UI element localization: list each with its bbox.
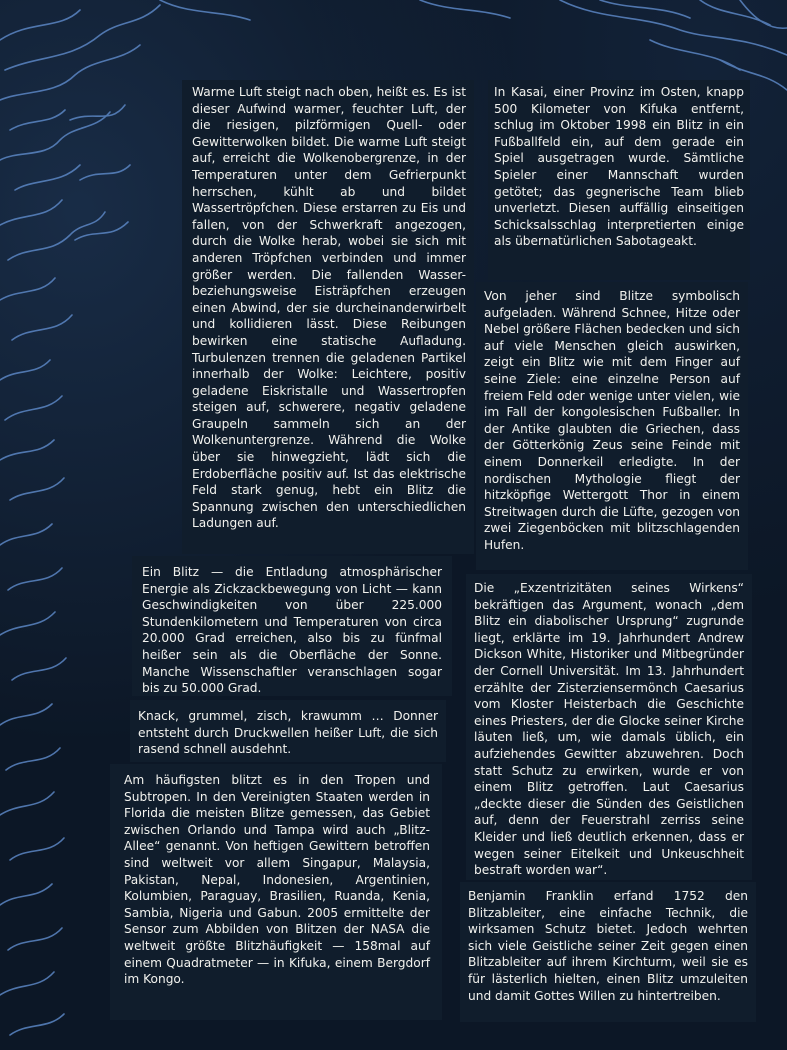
- right-paragraph-3: Die „Exzentrizitäten seines Wirkens“ bekräftigen das Argument, wonach „dem Blitz ein diabolischer Ursprung“ zugrunde liegt, erklärte im 19. Jahrhundert Andrew Dickson White, Historiker und Mitbegründer der Cornell Universität. Im 13. Jahrhundert erzählte der Zisterziensermönch Caesarius vom Kloster Heisterbach die Geschichte eines Priesters, der die Glocke seiner Kirche läuten ließ, um, wie damals üblich, ein aufziehendes Gewitter abzuwehren. Doch statt Schutz zu erwirken, wurde er von einem Blitz getroffen. Laut Caesarius „deckte dieser die Sünden des Geistlichen auf, denn der Feuerstrahl zerriss seine Kleider und ließ deutlich erkennen, dass er wegen seiner Eitelkeit und Unkeuschheit bestraft worden war“.: [474, 581, 744, 878]
- right-paragraph-3-panel: [466, 574, 752, 880]
- left-paragraph-4: Am häufigsten blitzt es in den Tropen und Subtropen. In den Vereinigten Staaten werden in Florida die meisten Blitze gemessen, das Gebiet zwischen Orlando und Tampa wird auch „Blitz-Allee“ genannt. Von heftigen Gewittern betroffen sind weltweit vor allem Singapur, Malaysia, Pakistan, Nepal, Indonesien, Argentinien, Kolumbien, Paraguay, Brasilien, Ruanda, Kenia, Sambia, Nigeria und Gabun. 2005 ermittelte der Sensor zum Abbilden von Blitzen der NASA die weltweit größte Blitzhäufigkeit — 158mal auf einem Quadratmeter — in Kifuka, einem Bergdorf im Kongo.: [124, 773, 430, 987]
- left-paragraph-2-panel: [132, 556, 452, 696]
- right-paragraph-4-panel: [460, 882, 756, 1022]
- left-paragraph-4-panel: [110, 764, 442, 1020]
- right-paragraph-2: Von jeher sind Blitze symbolisch aufgeladen. Während Schnee, Hitze oder Nebel größere Flächen bedecken und sich auf viele Menschen gleich auswirken, zeigt ein Blitz wie mit dem Finger auf seine Ziele: eine einzelne Person auf freiem Feld oder wenige unter vielen, wie im Fall der kongolesischen Fußballer. In der Antike glaubten die Griechen, dass der Götterkönig Zeus seine Feinde mit einem Donnerkeil erledigte. In der nordischen Mythologie fliegt der hitzköpfige Wettergott Thor in einem Streitwagen durch die Lüfte, gezogen von zwei Ziegenböcken mit blitzschlagenden Hufen.: [484, 289, 740, 552]
- right-paragraph-2-panel: [476, 282, 748, 570]
- right-paragraph-4: Benjamin Franklin erfand 1752 den Blitzableiter, eine einfache Technik, die wirksamen Schutz bietet. Jedoch wehrten sich viele Geistliche seiner Zeit gegen einen Blitzableiter auf ihrem Kirchturm, weil sie es für lästerlich hielten, einen Blitz umzuleiten und damit Gottes Willen zu hintertreiben.: [468, 889, 748, 1003]
- left-paragraph-3: Knack, grummel, zisch, krawumm … Donner entsteht durch Druckwellen heißer Luft, die sich rasend schnell ausdehnt.: [138, 709, 438, 757]
- right-paragraph-1: In Kasai, einer Provinz im Osten, knapp 500 Kilometer von Kifuka entfernt, schlug im Oktober 1998 ein Blitz in ein Fußballfeld ein, auf dem gerade ein Spiel ausgetragen wurde. Sämtliche Spieler einer Mannschaft wurden getötet; das gegnerische Team blieb unverletzt. Diesen auffällig einseitigen Schicksalsschlag interpretierten einige als übernatürlichen Sabotageakt.: [494, 85, 744, 249]
- left-paragraph-2: Ein Blitz — die Entladung atmosphärischer Energie als Zickzackbewegung von Licht — kann Geschwindigkeiten von über 225.000 Stundenkilometern und Temperaturen von circa 20.000 Grad erreichen, also bis zu fünfmal heißer sein als die Oberfläche der Sonne. Manche Wissenschaftler veranschlagen sogar bis zu 50.000 Grad.: [142, 565, 442, 696]
- right-paragraph-1-panel: [488, 80, 750, 280]
- left-paragraph-3-panel: [130, 700, 446, 762]
- left-paragraph-1-panel: [182, 80, 474, 554]
- left-paragraph-1: Warme Luft steigt nach oben, heißt es. Es ist dieser Aufwind warmer, feuchter Luft, der die riesigen, pilzförmigen Quell- oder Gewitterwolken bildet. Die warme Luft steigt auf, erreicht die Wolkenobergrenze, in der Temperaturen unter dem Gefrierpunkt herrschen, kühlt ab und bildet Wassertröpfchen. Diese erstarren zu Eis und fallen, von der Schwerkraft angezogen, durch die Wolke herab, wobei sie sich mit anderen Tröpfchen verbinden und immer größer werden. Die fallenden Wasser- beziehungsweise Eisträpfchen erzeugen einen Abwind, der sie durcheinanderwirbelt und kollidieren lässt. Diese Reibungen bewirken eine statische Aufladung. Turbulenzen trennen die geladenen Partikel innerhalb der Wolke: Leichtere, positiv geladene Eiskristalle und Wassertropfen steigen auf, schwerere, negativ geladene Graupeln sammeln sich an der Wolkenuntergrenze. Während die Wolke über sie hinwegzieht, lädt sich die Erdoberfläche positiv auf. Ist das elektrische Feld stark genug, hebt ein Blitz die Spannung zwischen den unterschiedlichen Ladungen auf.: [192, 85, 466, 531]
